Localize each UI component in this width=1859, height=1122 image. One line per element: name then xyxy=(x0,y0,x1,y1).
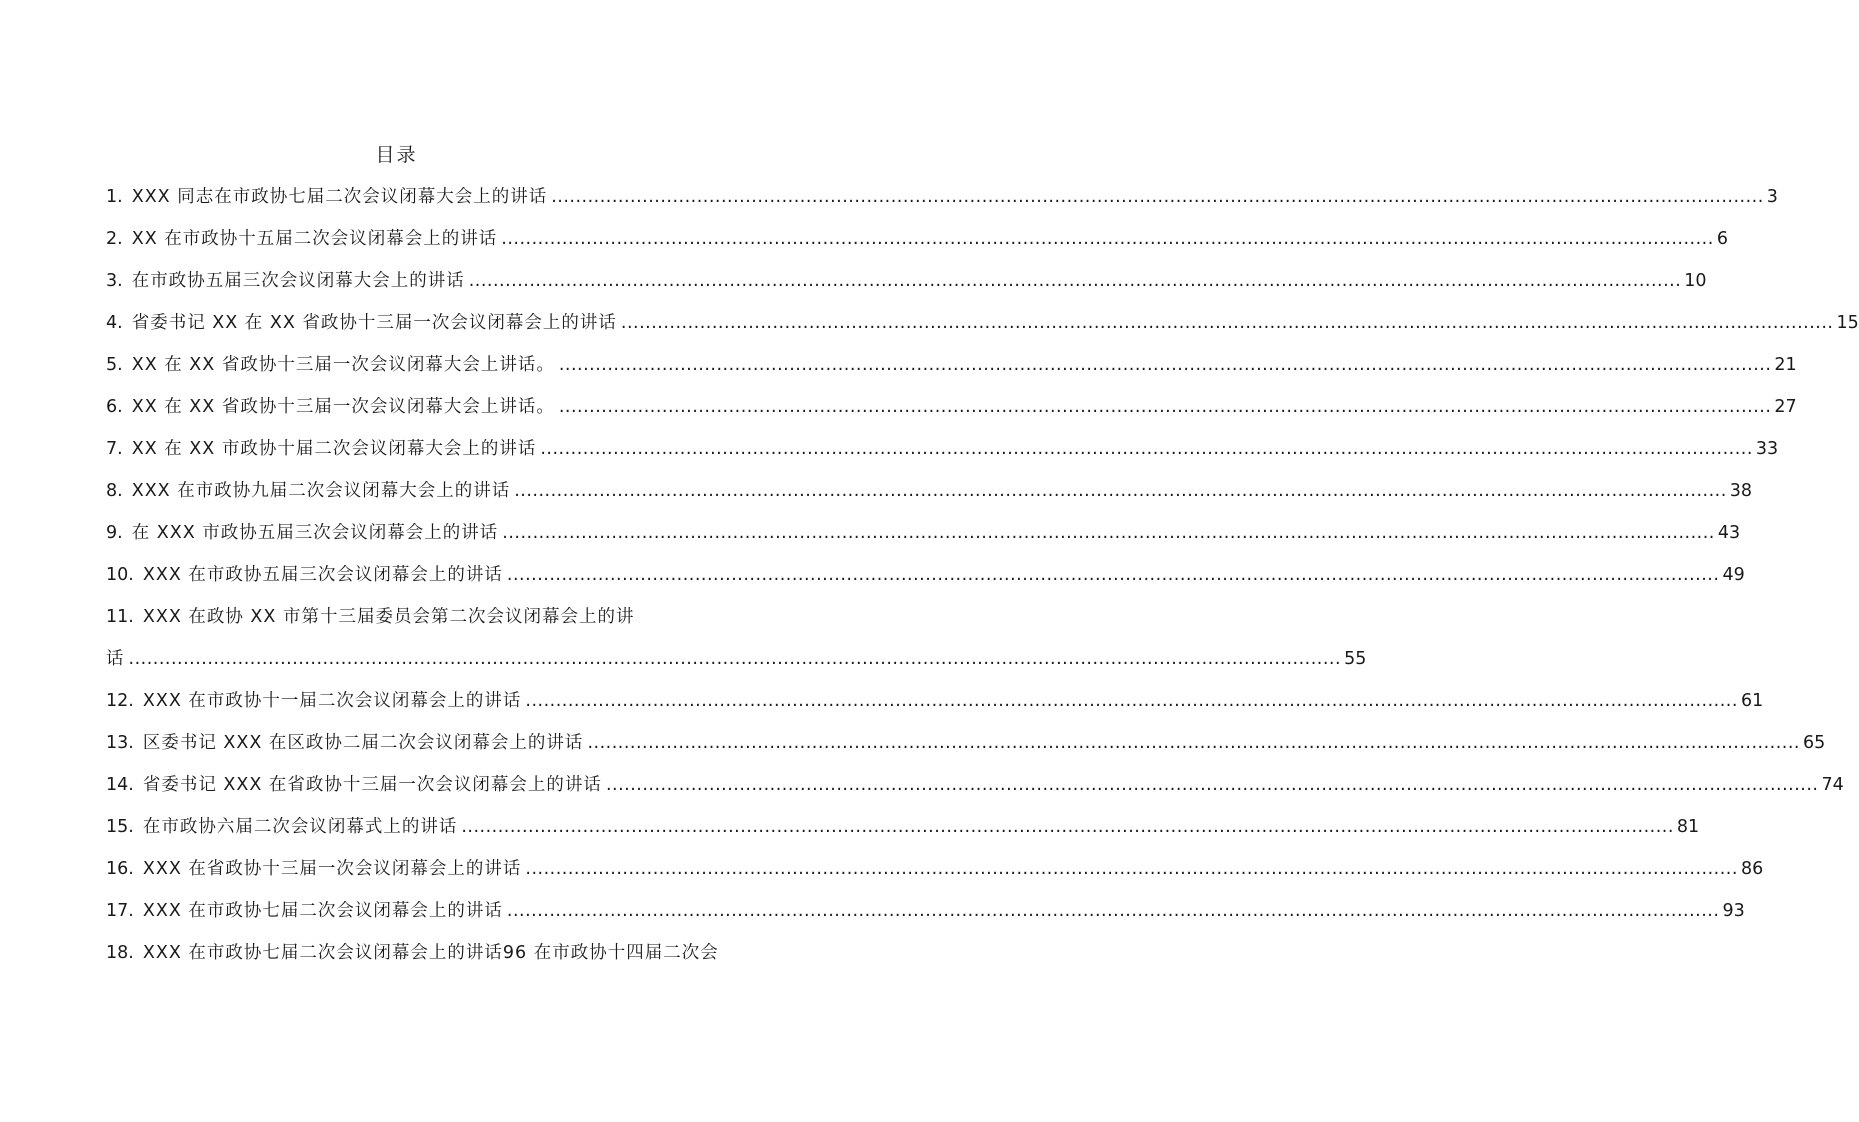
toc-leader-dots: ........................................................................................................................................................................................................ xyxy=(461,817,1674,837)
toc-entry-number: 7. xyxy=(106,439,123,459)
toc-leader-dots: ........................................................................................................................................................................................................ xyxy=(551,187,1764,207)
toc-leader-dots: ........................................................................................................................................................................................................ xyxy=(558,355,1772,375)
toc-list xyxy=(106,176,1859,974)
toc-page-number: 81 xyxy=(1676,817,1700,837)
toc-entry-number: 3. xyxy=(106,271,123,291)
toc-page-number: 27 xyxy=(1774,397,1797,417)
toc-page-number: 21 xyxy=(1774,355,1797,375)
toc-entry-title: 在市政协六届二次会议闭幕式上的讲话 xyxy=(142,817,458,837)
toc-entry-title: XXX 在市政协五届三次会议闭幕会上的讲话 xyxy=(142,565,503,585)
toc-leader-dots: ........................................................................................................................................................................................................ xyxy=(525,691,1738,711)
toc-entry-number: 9. xyxy=(106,523,123,543)
toc-entry-number: 4. xyxy=(106,313,123,333)
toc-page-number: 33 xyxy=(1755,439,1779,459)
toc-entry-number: 12. xyxy=(106,691,134,711)
toc-leader-dots: ........................................................................................................................................................................................................ xyxy=(540,439,1753,459)
toc-entry-number: 5. xyxy=(106,355,123,375)
toc-entry-title: XXX 在省政协十三届一次会议闭幕会上的讲话 xyxy=(142,859,522,879)
toc-page-number: 3 xyxy=(1766,187,1778,207)
toc-leader-dots: ........................................................................................................................................................................................................ xyxy=(506,565,1720,585)
toc-leader-dots: ........................................................................................................................................................................................................ xyxy=(506,901,1720,921)
toc-entry-number: 14. xyxy=(106,775,134,795)
toc-entry[interactable] xyxy=(106,386,1797,428)
toc-entry-number: 1. xyxy=(106,187,123,207)
toc-entry-title: XXX 在市政协七届二次会议闭幕会上的讲话 xyxy=(142,901,503,921)
toc-page-number: 61 xyxy=(1740,691,1764,711)
toc-entry-title: 省委书记 XXX 在省政协十三届一次会议闭幕会上的讲话 xyxy=(142,775,602,795)
toc-entry-title: 在市政协五届三次会议闭幕大会上的讲话 xyxy=(131,271,465,291)
toc-entry-title: XXX 在政协 XX 市第十三届委员会第二次会议闭幕会上的讲 xyxy=(142,607,635,627)
toc-leader-dots: ........................................................................................................................................................................................................ xyxy=(620,313,1834,333)
toc-page-number: 10 xyxy=(1684,271,1707,291)
toc-title: 目录 xyxy=(375,144,418,166)
toc-page-number: 15 xyxy=(1836,313,1859,333)
toc-entry-title: XXX 在市政协七届二次会议闭幕会上的讲话96 在市政协十四届二次会 xyxy=(142,943,719,963)
toc-entry-number: 18. xyxy=(106,943,134,963)
toc-leader-dots: ........................................................................................................................................................................................................ xyxy=(514,481,1727,501)
toc-entry-number: 2. xyxy=(106,229,123,249)
toc-entry-title: XXX 在市政协九届二次会议闭幕大会上的讲话 xyxy=(131,481,511,501)
toc-entry-number: 15. xyxy=(106,817,134,837)
toc-entry-number: 17. xyxy=(106,901,134,921)
toc-entry-title: XX 在市政协十五届二次会议闭幕会上的讲话 xyxy=(131,229,498,249)
toc-entry-number: 13. xyxy=(106,733,134,753)
toc-page-number: 6 xyxy=(1716,229,1728,249)
toc-leader-dots: ........................................................................................................................................................................................................ xyxy=(468,271,1682,291)
toc-entry-title: XXX 在市政协十一届二次会议闭幕会上的讲话 xyxy=(142,691,522,711)
toc-entry-number: 16. xyxy=(106,859,134,879)
toc-entry-title-continuation: 话 xyxy=(106,649,125,669)
toc-leader-dots: ........................................................................................................................................................................................................ xyxy=(525,859,1738,879)
toc-entry[interactable] xyxy=(106,344,1797,386)
toc-leader-dots: ........................................................................................................................................................................................................ xyxy=(558,397,1772,417)
toc-page-number: 38 xyxy=(1729,481,1753,501)
toc-entry[interactable] xyxy=(106,512,1741,554)
toc-leader-dots: ........................................................................................................................................................................................................ xyxy=(587,733,1800,753)
toc-page-number: 86 xyxy=(1740,859,1764,879)
toc-entry[interactable] xyxy=(106,470,1753,512)
toc-leader-dots: ........................................................................................................................................................................................................ xyxy=(502,523,1715,543)
toc-entry-title: 在 XXX 市政协五届三次会议闭幕会上的讲话 xyxy=(131,523,499,543)
toc-entry-number: 8. xyxy=(106,481,123,501)
toc-leader-dots: ........................................................................................................................................................................................................ xyxy=(128,649,1342,669)
toc-entry[interactable] xyxy=(106,806,1700,848)
toc-entry[interactable] xyxy=(106,260,1707,302)
toc-leader-dots: ........................................................................................................................................................................................................ xyxy=(605,775,1819,795)
toc-page-number: 65 xyxy=(1803,733,1826,753)
toc-page-number: 49 xyxy=(1722,565,1745,585)
toc-entry[interactable] xyxy=(106,302,1859,344)
toc-entry[interactable] xyxy=(106,932,796,974)
toc-entry-number: 10. xyxy=(106,565,134,585)
toc-entry[interactable] xyxy=(106,680,1764,722)
toc-entry[interactable] xyxy=(106,890,1745,932)
toc-entry-number: 6. xyxy=(106,397,123,417)
toc-entry[interactable] xyxy=(106,218,1728,260)
toc-entry-title: XX 在 XX 市政协十届二次会议闭幕大会上的讲话 xyxy=(131,439,537,459)
toc-entry-continuation[interactable] xyxy=(106,638,1367,680)
toc-entry[interactable] xyxy=(106,428,1779,470)
toc-page-number: 93 xyxy=(1722,901,1745,921)
toc-page-number: 74 xyxy=(1821,775,1844,795)
toc-entry[interactable] xyxy=(106,176,1778,218)
toc-entry[interactable] xyxy=(106,848,1764,890)
toc-entry[interactable] xyxy=(106,722,1826,764)
toc-entry[interactable] xyxy=(106,596,706,638)
toc-entry-title: XX 在 XX 省政协十三届一次会议闭幕大会上讲话。 xyxy=(131,355,555,375)
toc-entry-title: 省委书记 XX 在 XX 省政协十三届一次会议闭幕会上的讲话 xyxy=(131,313,617,333)
toc-page-number: 43 xyxy=(1717,523,1741,543)
toc-entry[interactable] xyxy=(106,554,1745,596)
toc-page-number: 55 xyxy=(1344,649,1367,669)
toc-entry-title: XXX 同志在市政协七届二次会议闭幕大会上的讲话 xyxy=(131,187,548,207)
toc-entry-title: XX 在 XX 省政协十三届一次会议闭幕大会上讲话。 xyxy=(131,397,555,417)
toc-entry-title: 区委书记 XXX 在区政协二届二次会议闭幕会上的讲话 xyxy=(142,733,584,753)
toc-entry[interactable] xyxy=(106,764,1844,806)
toc-leader-dots: ........................................................................................................................................................................................................ xyxy=(501,229,1714,249)
toc-entry-number: 11. xyxy=(106,607,134,627)
